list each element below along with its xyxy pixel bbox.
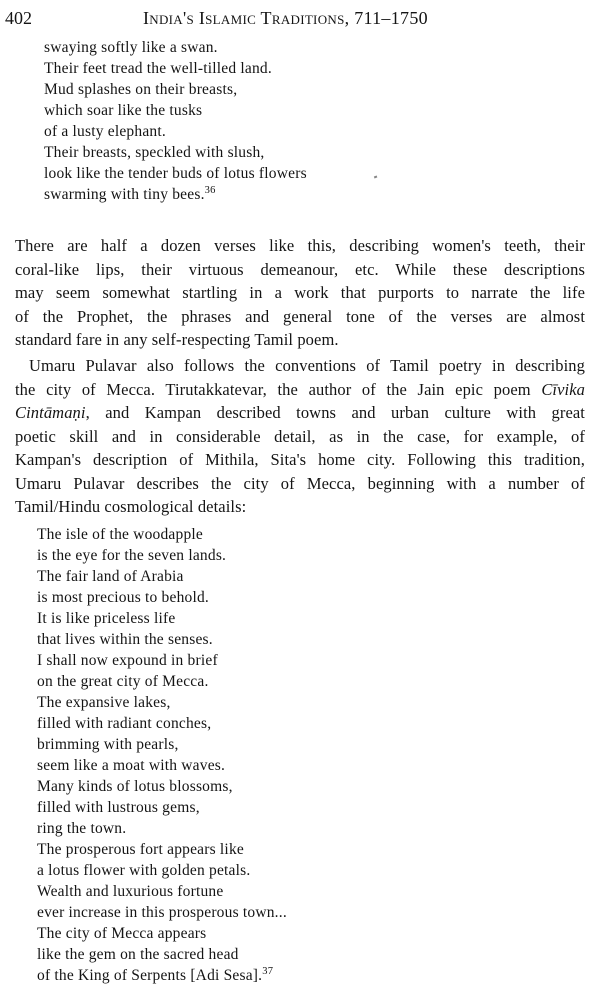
verse-line: Their breasts, speckled with slush, <box>44 144 265 161</box>
verse-line: It is like priceless life <box>37 610 176 627</box>
verse-line: Many kinds of lotus blossoms, <box>37 778 233 795</box>
verse-block-2 <box>37 524 287 986</box>
verse-line: The city of Mecca appears <box>37 925 207 942</box>
italic-title: Cīvika <box>541 379 585 399</box>
verse-line: on the great city of Mecca. <box>37 673 209 690</box>
verse-line: Wealth and luxurious fortune <box>37 883 224 900</box>
paragraph-line: Umaru Pulavar describes the city of Mecca, beginning with a number of <box>15 473 585 493</box>
verse-line: brimming with pearls, <box>37 736 179 753</box>
verse-line: seem like a moat with waves. <box>37 757 226 774</box>
paragraph-line-text: the city of Mecca. Tirutakkatevar, the author of the Jain epic poem <box>15 379 531 399</box>
footnote-marker: 36 <box>204 185 216 196</box>
verse-line: is the eye for the seven lands. <box>37 547 227 564</box>
verse-line: like the gem on the sacred head <box>37 946 239 963</box>
verse-line: Mud splashes on their breasts, <box>44 81 238 98</box>
paragraph-line: standard fare in any self-respecting Tamil poem. <box>15 330 339 349</box>
verse-line: is most precious to behold. <box>37 589 210 606</box>
paragraph-line: There are half a dozen verses like this, describing women's teeth, their <box>15 236 585 255</box>
verse-line: filled with radiant conches, <box>37 715 212 732</box>
verse-line: The expansive lakes, <box>37 694 171 711</box>
verse-line-text: of the King of Serpents [Adi Sesa]. <box>37 967 263 984</box>
verse-line-last <box>44 184 307 205</box>
paragraph-line <box>15 378 585 402</box>
verse-line: The prosperous fort appears like <box>37 841 244 858</box>
paragraph-line: may seem somewhat startling in a work that purports to narrate the life <box>15 283 585 302</box>
verse-line: look like the tender buds of lotus flowers <box>44 165 307 182</box>
verse-line: I shall now expound in brief <box>37 652 218 669</box>
verse-line: a lotus flower with golden petals. <box>37 862 251 879</box>
verse-line: swaying softly like a swan. <box>44 39 218 56</box>
verse-line-text: swarming with tiny bees. <box>44 186 205 203</box>
verse-line: ever increase in this prosperous town... <box>37 904 287 921</box>
italic-title: Cintāmaṇi <box>15 403 86 422</box>
verse-line: of a lusty elephant. <box>44 123 166 140</box>
verse-line: Their feet tread the well-tilled land. <box>44 60 272 77</box>
paragraph-line: coral-like lips, their virtuous demeanour, etc. While these descriptions <box>15 259 585 279</box>
verse-line: that lives within the senses. <box>37 631 213 648</box>
verse-line: The isle of the woodapple <box>37 526 203 543</box>
scan-speck <box>374 176 377 178</box>
paragraph-2 <box>15 354 585 519</box>
paragraph-line: Umaru Pulavar also follows the conventions of Tamil poetry in describing <box>29 356 585 375</box>
verse-line: filled with lustrous gems, <box>37 799 200 816</box>
paragraph-line: Tamil/Hindu cosmological details: <box>15 497 247 516</box>
paragraph-line: of the Prophet, the phrases and general tone of the verses are almost <box>15 306 585 326</box>
paragraph-1 <box>15 234 585 352</box>
verse-line: The fair land of Arabia <box>37 568 184 585</box>
verse-line: ring the town. <box>37 820 127 837</box>
verse-line-last <box>37 965 287 986</box>
footnote-marker: 37 <box>262 966 274 977</box>
paragraph-line-text: , and Kampan described towns and urban culture with great <box>85 403 585 422</box>
paragraph-line: Kampan's description of Mithila, Sita's home city. Following this tradition, <box>15 450 585 469</box>
paragraph-line: poetic skill and in considerable detail, as in the case, for example, of <box>15 426 585 446</box>
page-number: 402 <box>5 8 32 28</box>
verse-block-1 <box>44 37 307 205</box>
page-header <box>5 6 585 30</box>
verse-line: which soar like the tusks <box>44 102 203 119</box>
paragraph-line <box>15 401 585 425</box>
running-head: India's Islamic Traditions, 711–1750 <box>143 8 428 28</box>
